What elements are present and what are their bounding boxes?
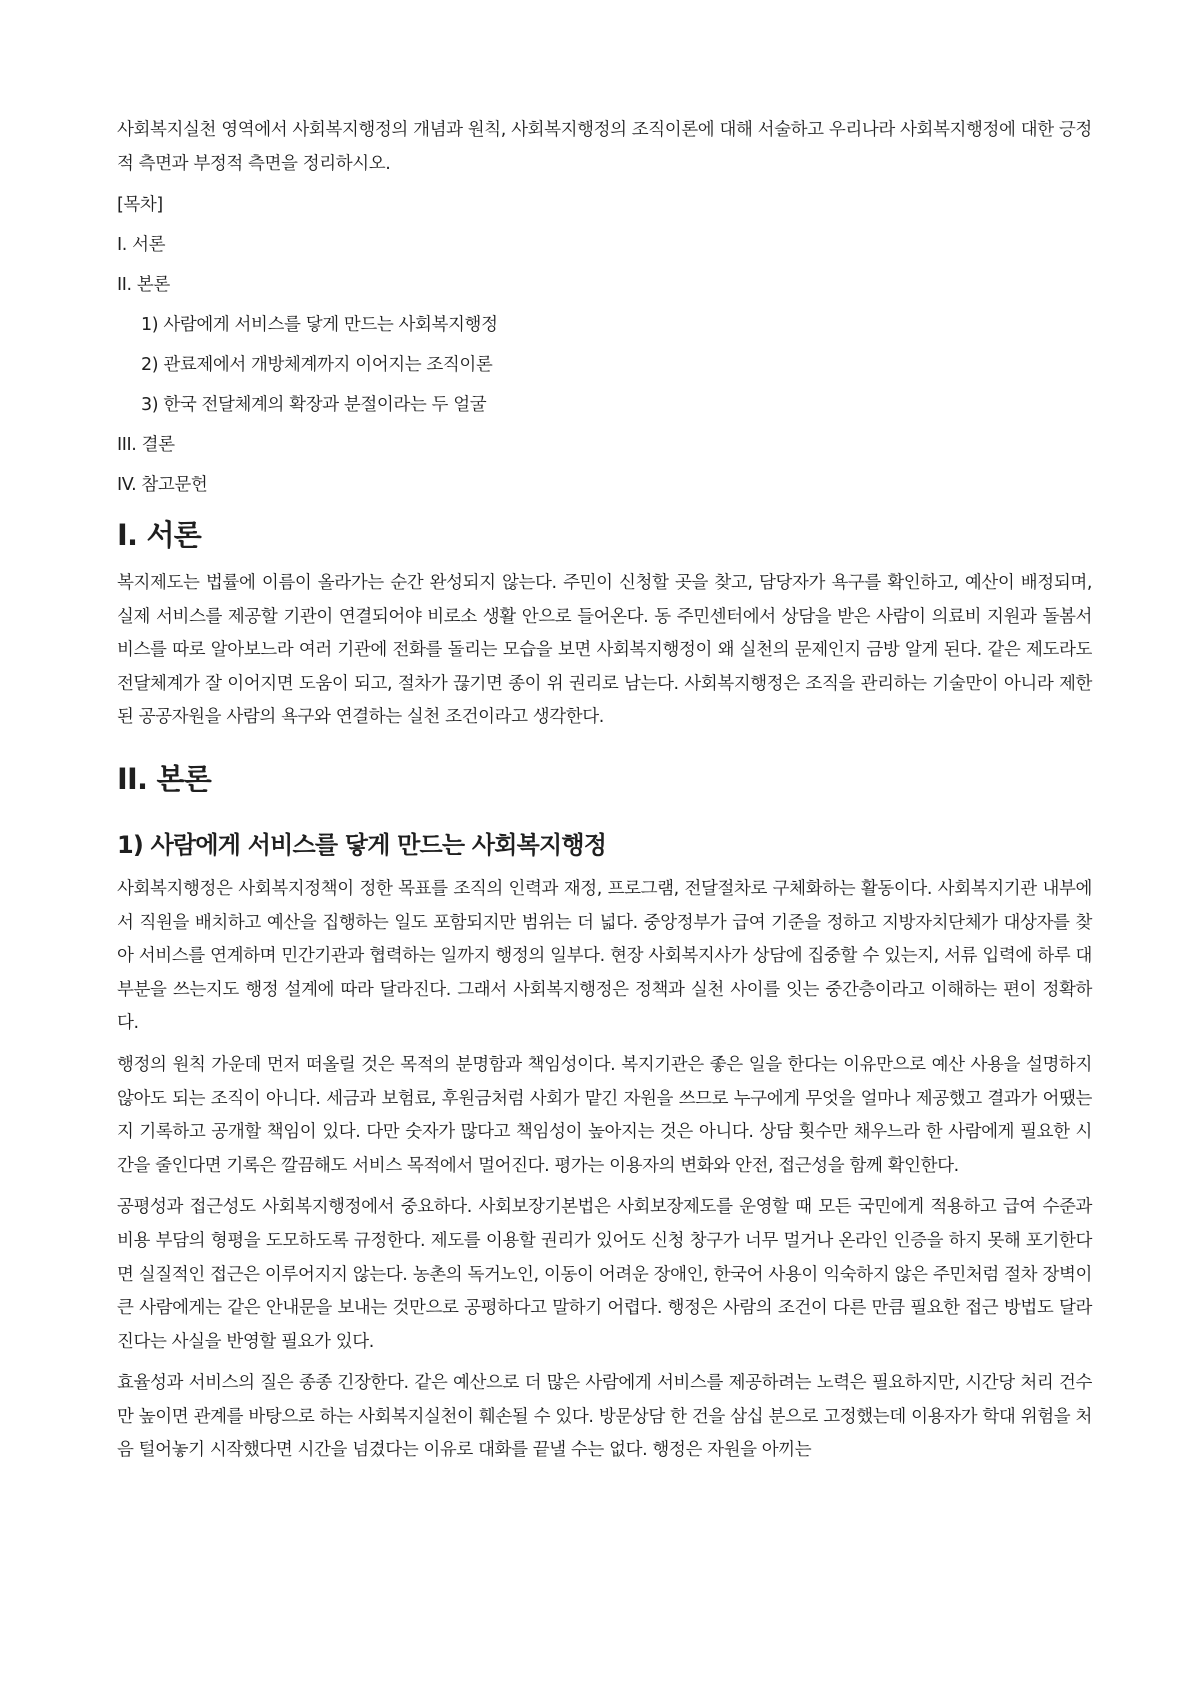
assignment-prompt: 사회복지실천 영역에서 사회복지행정의 개념과 원칙, 사회복지행정의 조직이론에 대해 서술하고 우리나라 사회복지행정에 대한 긍정적 측면과 부정적 측면을 정리하시오. — [117, 120, 1092, 174]
toc-subitem: 1) 사람에게 서비스를 닿게 만드는 사회복지행정 — [141, 315, 498, 335]
toc-subitem: 2) 관료제에서 개방체계까지 이어지는 조직이론 — [141, 355, 493, 375]
section-heading-introduction: I. 서론 — [117, 518, 201, 552]
body-paragraph: 공평성과 접근성도 사회복지행정에서 중요하다. 사회보장기본법은 사회보장제도를 운영할 때 모든 국민에게 적용하고 급여 수준과 비용 부담의 형평을 도모하도록 규정한다. 제도를 이용할 권리가 있어도 신청 창구가 너무 멀거나 온라인 인증을 하지 못해 포기한다면 실질적인 접근은 이루어지지 않는다. 농촌의 독거노인, 이동이 어려운 장애인, 한국어 사용이 익숙하지 않은 주민처럼 절차 장벽이 큰 사람에게는 같은 안내문을 보내는 것만으로 공평하다고 말하기 어렵다. 행정은 사람의 조건이 다른 만큼 필요한 접근 방법도 달라진다는 사실을 반영할 필요가 있다. — [117, 1197, 1092, 1352]
toc-item: III. 결론 — [117, 435, 175, 455]
toc-item: I. 서론 — [117, 235, 166, 255]
subsection-heading: 1) 사람에게 서비스를 닿게 만드는 사회복지행정 — [117, 830, 607, 859]
body-paragraph: 사회복지행정은 사회복지정책이 정한 목표를 조직의 인력과 재정, 프로그램, 전달절차로 구체화하는 활동이다. 사회복지기관 내부에서 직원을 배치하고 예산을 집행하는 일도 포함되지만 범위는 더 넓다. 중앙정부가 급여 기준을 정하고 지방자치단체가 대상자를 찾아 서비스를 연계하며 민간기관과 협력하는 일까지 행정의 일부다. 현장 사회복지사가 상담에 집중할 수 있는지, 서류 입력에 하루 대부분을 쓰는지도 행정 설계에 따라 달라진다. 그래서 사회복지행정은 정책과 실천 사이를 잇는 중간층이라고 이해하는 편이 정확하다. — [117, 878, 1092, 1034]
toc-heading: [목차] — [117, 195, 163, 215]
toc-item: IV. 참고문헌 — [117, 475, 208, 495]
body-paragraph: 효율성과 서비스의 질은 종종 긴장한다. 같은 예산으로 더 많은 사람에게 서비스를 제공하려는 노력은 필요하지만, 시간당 처리 건수만 높이면 관계를 바탕으로 하는 사회복지실천이 훼손될 수 있다. 방문상담 한 건을 삼십 분으로 고정했는데 이용자가 학대 위험을 처음 털어놓기 시작했다면 시간을 넘겼다는 이유로 대화를 끝낼 수는 없다. 행정은 자원을 아끼는 — [117, 1373, 1092, 1461]
section-heading-body: II. 본론 — [117, 761, 211, 796]
table-of-contents — [117, 193, 1092, 497]
body-paragraph: 행정의 원칙 가운데 먼저 떠올릴 것은 목적의 분명함과 책임성이다. 복지기관은 좋은 일을 한다는 이유만으로 예산 사용을 설명하지 않아도 되는 조직이 아니다. 세금과 보험료, 후원금처럼 사회가 맡긴 자원을 쓰므로 누구에게 무엇을 얼마나 제공했고 결과가 어땠는지 기록하고 공개할 책임이 있다. 다만 숫자가 많다고 책임성이 높아지는 것은 아니다. 상담 횟수만 채우느라 한 사람에게 필요한 시간을 줄인다면 기록은 깔끔해도 서비스 목적에서 멀어진다. 평가는 이용자의 변화와 안전, 접근성을 함께 확인한다. — [117, 1054, 1092, 1176]
toc-item: II. 본론 — [117, 275, 170, 295]
introduction-paragraph: 복지제도는 법률에 이름이 올라가는 순간 완성되지 않는다. 주민이 신청할 곳을 찾고, 담당자가 욕구를 확인하고, 예산이 배정되며, 실제 서비스를 제공할 기관이 연결되어야 비로소 생활 안으로 들어온다. 동 주민센터에서 상담을 받은 사람이 의료비 지원과 돌봄서비스를 따로 알아보느라 여러 기관에 전화를 돌리는 모습을 보면 사회복지행정이 왜 실천의 문제인지 금방 알게 된다. 같은 제도라도 전달체계가 잘 이어지면 도움이 되고, 절차가 끊기면 종이 위 권리로 남는다. 사회복지행정은 조직을 관리하는 기술만이 아니라 제한된 공공자원을 사람의 욕구와 연결하는 실천 조건이라고 생각한다. — [117, 573, 1092, 728]
toc-subitem: 3) 한국 전달체계의 확장과 분절이라는 두 얼굴 — [141, 395, 487, 415]
